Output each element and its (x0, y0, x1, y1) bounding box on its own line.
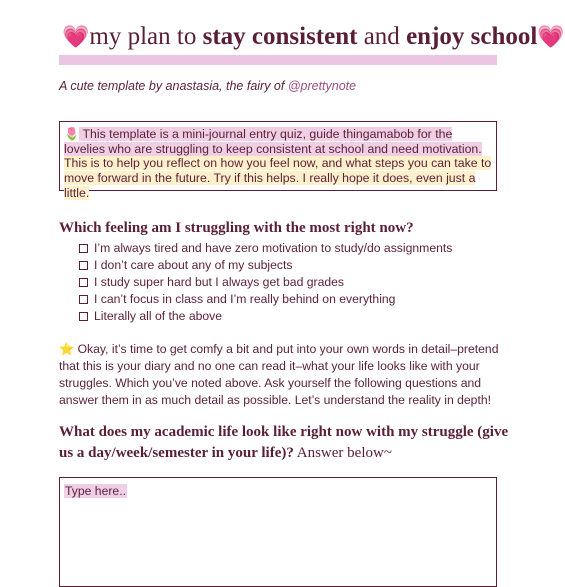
option-item[interactable] (79, 291, 452, 308)
option-item[interactable] (79, 274, 452, 291)
option-label: I can’t focus in class and I’m really behind on everything (94, 292, 396, 306)
checkbox[interactable] (79, 278, 88, 287)
title-bold-2: enjoy school (406, 23, 538, 50)
option-label: Literally all of the above (94, 309, 223, 323)
intro-text (64, 127, 492, 201)
title-bold-1: stay consistent (202, 23, 358, 50)
answer-text-area[interactable] (59, 477, 497, 587)
checkbox[interactable] (79, 295, 88, 304)
byline-text: A cute template by anastasia, the fairy of (59, 79, 288, 93)
instruction-text: Okay, it’s time to get comfy a bit and put into your own words in detail–pretend that this is your diary and no one can read it–what your life looks like with your struggles. Which you’ve noted above. Ask yourself the following questions and answer them in as much detail as possible. Let’s understand the reality in depth! (59, 342, 499, 407)
star-icon: ⭐ (59, 342, 75, 356)
intro-highlighted-text: This template is a mini-journal entry quiz, guide thingamabob for the lovelies who are struggling to keep consistent at school and need motivation. (64, 127, 482, 156)
checkbox[interactable] (79, 244, 88, 253)
title-underline-bar (59, 55, 497, 65)
title-text-1: my plan to (89, 23, 203, 50)
option-label: I’m always tired and have zero motivation to study/do assignments (94, 241, 453, 255)
option-label: I don’t care about any of my subjects (94, 258, 293, 272)
question-1-heading: Which feeling am I struggling with the most right now? (59, 220, 414, 236)
option-item[interactable] (79, 257, 452, 274)
byline-handle-link[interactable]: @prettynote (287, 79, 357, 93)
title-text-2: and (357, 23, 407, 50)
question-1-options (79, 240, 452, 325)
checkbox[interactable] (79, 261, 88, 270)
instruction-paragraph (59, 341, 499, 409)
option-item[interactable] (79, 308, 452, 325)
question-2-heading (59, 422, 509, 464)
answer-placeholder: Type here.. (65, 484, 126, 498)
question-2-bold: What does my academic life look like right now with my struggle (give us a day/week/semester in your life)? (59, 424, 509, 461)
question-2-suffix: Answer below~ (293, 445, 392, 461)
checkbox[interactable] (79, 312, 88, 321)
intro-callout-box (59, 121, 497, 200)
page-title (62, 20, 565, 55)
option-item[interactable] (79, 240, 452, 257)
intro-rest-text: This is to help you reflect on how you feel now, and what steps you can take to move forward in the future. Try if this helps. I really hope it does, even just a little. (64, 156, 492, 200)
heart-icon: 💗 (537, 25, 565, 50)
tulip-icon: 🌷 (64, 127, 80, 141)
byline (59, 79, 356, 93)
option-label: I study super hard but I always get bad grades (94, 275, 344, 289)
heart-icon: 💗 (62, 25, 90, 50)
